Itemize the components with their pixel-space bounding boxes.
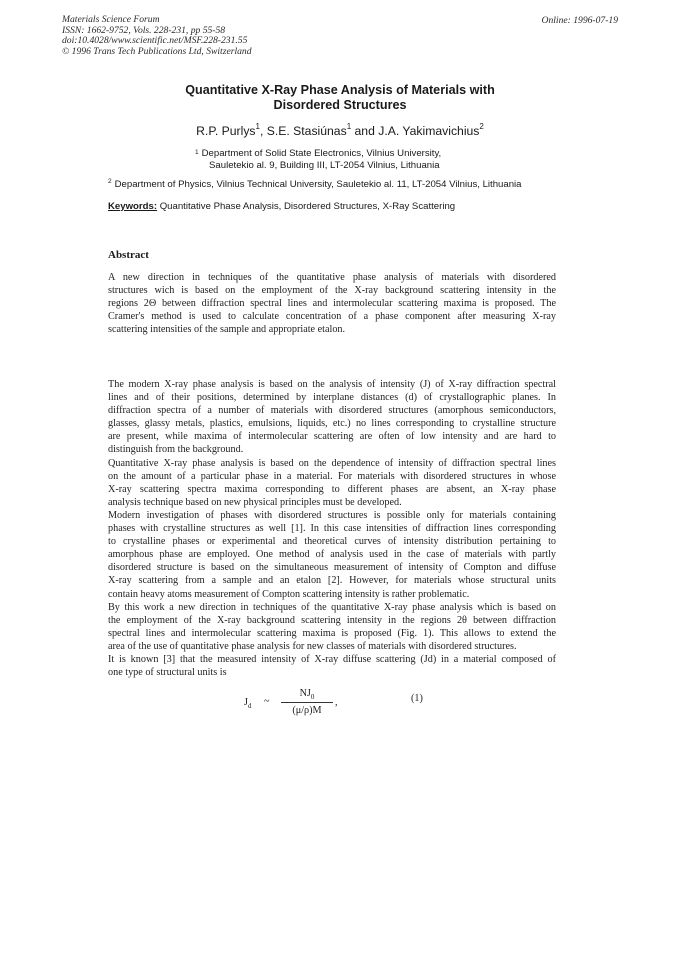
text-line: to crystalline phases or experimental and theoretical curves of intensity distribution pertaining to (108, 536, 556, 548)
copyright-line: © 1996 Trans Tech Publications Ltd, Switzerland (62, 45, 252, 57)
title-line-1: Quantitative X-Ray Phase Analysis of Materials with (185, 83, 495, 97)
online-date: Online: 1996-07-19 (541, 15, 618, 26)
affiliation-2-mark: 2 (108, 178, 112, 185)
affiliation-2-text: Department of Physics, Vilnius Technical University, Sauletekio al. 11, LT-2054 Vilnius, Lithuania (114, 179, 522, 190)
text-line: Cramer's method is used to calculate concentration of a phase component after measuring X-ray (108, 311, 556, 323)
author-2-affil-mark: 1 (346, 122, 352, 131)
text-line: distinguish from the background. (108, 444, 244, 456)
keywords-label: Keywords: (108, 201, 158, 212)
text-line: the employment of the X-ray background scattering intensity in the regions 2θ between diffraction (108, 614, 556, 626)
keywords-text: Quantitative Phase Analysis, Disordered Structures, X-Ray Scattering (157, 201, 456, 212)
equation-comma: , (335, 697, 338, 708)
text-line: Quantitative X-ray phase analysis is based on the dependence of intensity of diffraction spectral lines (108, 457, 556, 469)
text-line: diffraction spectra of a number of materials with disordered structures (amorphous semiconductors, (108, 405, 556, 417)
text-line: are present, while maxima of intermolecular scattering are often of low intensity and are hard to (108, 431, 556, 443)
journal-name: Materials Science Forum (62, 14, 160, 25)
equation-lhs: $J_d$ (244, 697, 252, 711)
text-line: Modern investigation of phases with disordered structures is possible only for materials containing (108, 509, 556, 521)
affiliation-2 (108, 179, 522, 190)
affiliation-1 (195, 148, 441, 172)
keywords (108, 201, 455, 212)
text-line: disordered structure is based on the simultaneous measurement of intensity of Compton and diffuse (108, 562, 556, 574)
author-list (108, 124, 572, 138)
text-line: contain heavy atoms measurement of Compton scattering intensity is rather problematic. (108, 588, 470, 600)
affiliation-1-line-2: Sauletekio al. 9, Building III, LT-2054 Vilnius, Lithuania (209, 160, 440, 171)
text-line: phases with crystalline structures as well [1]. In this case intensities of diffraction lines corresponding (108, 523, 556, 535)
title-line-2: Disordered Structures (273, 98, 407, 112)
text-line: amorphous phase are employed. One method of analysis used in the case of materials with partly (108, 549, 556, 561)
equation-sim: ~ (264, 696, 270, 707)
text-line: The modern X-ray phase analysis is based on the analysis of intensity (J) of X-ray diffraction spectral (108, 379, 556, 390)
author-2: , S.E. Stasiúnas (259, 124, 347, 138)
issn-line: ISSN: 1662-9752, Vols. 228-231, pp 55-58 (62, 24, 226, 36)
equation-number: (1) (411, 693, 423, 704)
text-line: analysis technique based on new physical principles must be developed. (108, 496, 402, 508)
paper-title (108, 83, 572, 113)
author-1: R.P. Purlys (196, 124, 256, 138)
equation-numerator: $NJ_0$ (299, 688, 315, 702)
fraction-bar (281, 702, 333, 703)
affiliation-1-line-1: Department of Solid State Electronics, Vilnius University, (201, 148, 442, 159)
equation-denominator: (μ/ρ)M (292, 705, 322, 716)
text-line: spectral lines and intermolecular scattering maxima is proposed (Fig. 1). This allows to extend the (108, 627, 556, 639)
abstract-heading: Abstract (108, 249, 149, 261)
text-line: one type of structural units is (108, 667, 227, 679)
text-line: lines and of their positions, determined by interplane distances (d) of crystallographic planes. In (108, 392, 556, 404)
text-line: A new direction in techniques of the quantitative phase analysis of materials with disordered (108, 272, 556, 283)
text-line: structures wich is based on the employment of the X-ray background scattering intensity in the (108, 285, 556, 297)
affiliation-1-mark: 1 (195, 149, 199, 156)
text-line: By this work a new direction in techniques of the quantitative X-ray phase analysis which is based on (108, 601, 556, 613)
text-line: on the amount of a particular phase in a material. For materials with disordered structures in whose (108, 470, 556, 482)
header-metadata (62, 15, 252, 57)
text-line: glasses, glassy metals, plastics, emulsions, liquids, etc.) no lines corresponding to crystalline structure (108, 418, 556, 430)
text-line: scattering intensities of the sample and appropriate etalon. (108, 324, 346, 336)
text-line: regions 2Θ between diffraction spectral lines and intermolecular scattering maxima is proposed. The (108, 298, 556, 310)
text-line: X-ray scattering spectra maxima corresponding to different phases are absent, an X-ray phase (108, 483, 556, 495)
author-3: and J.A. Yakimavichius (351, 124, 480, 138)
author-3-affil-mark: 2 (479, 122, 484, 131)
text-line: area of the use of quantitative phase analysis for new classes of materials with disordered structures. (108, 640, 517, 652)
doi-link[interactable]: doi:10.4028/www.scientific.net/MSF.228-231.55 (62, 35, 248, 46)
text-line: X-ray scattering from a sample and an etalon [2]. However, for materials whose structural units (108, 575, 556, 587)
text-line: It is known [3] that the measured intensity of X-ray diffuse scattering (Jd) in a material composed of (108, 653, 556, 665)
abstract-paragraph (108, 271, 556, 336)
body-text (108, 378, 556, 679)
author-1-affil-mark: 1 (255, 122, 260, 131)
